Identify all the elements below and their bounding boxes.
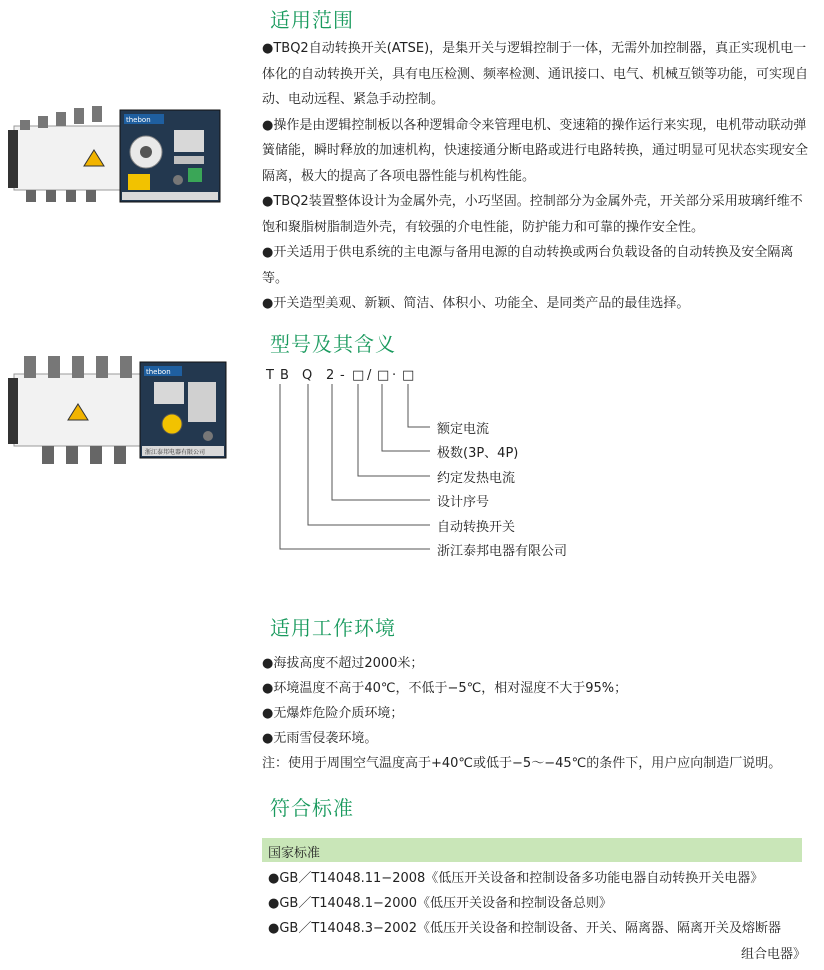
model-meaning-item: 额定电流 [437,422,490,437]
product-brand-label: thebon [126,116,151,124]
scope-paragraph: ●TBQ2装置整体设计为金属外壳，小巧坚固。控制部分为金属外壳，开关部分采用玻璃纤维不饱和聚脂树脂制造外壳，有较强的介电性能，防护能力和可靠的操作安全性。 [262,194,803,235]
product-brand-label-2: thebon [146,368,171,376]
model-code-char: - [340,368,345,383]
model-code-char: □ [352,368,365,383]
section-title-model: 型号及其含义 [270,332,396,356]
environment-item: ●海拔高度不超过2000米； [262,656,424,671]
scope-paragraph: ●操作是由逻辑控制板以各种逻辑命令来管理电机、变速箱的操作运行来实现，电机带动联动弹簧储能，瞬时释放的加速机构，快速接通分断电路或进行电路转换，通过明显可见状态实现安全隔离，极大的提高了各项电器性能与机构性能。 [262,117,809,184]
standard-item: ●GB／T14048.11−2008《低压开关设备和控制设备多功能电器自动转换开关电器》 [268,871,764,886]
model-code-char: T [266,368,274,383]
section-title-scope: 适用范围 [270,8,354,32]
scope-paragraph: ●开关造型美观、新颖、简洁、体积小、功能全、是同类产品的最佳选择。 [262,296,690,311]
environment-item: ●无爆炸危险介质环境； [262,706,404,721]
model-meaning-item: 设计序号 [437,495,490,510]
model-meaning-item: 浙江泰邦电器有限公司 [437,544,568,559]
model-meaning-item: 自动转换开关 [437,520,516,535]
national-standard-label: 国家标准 [268,846,321,861]
model-code-char: B [280,368,289,383]
product-maker-label: 浙江泰邦电器有限公司 [145,449,206,456]
model-code-char: □ [377,368,390,383]
scope-paragraph: ●开关适用于供电系统的主电源与备用电源的自动转换或两台负载设备的自动转换及安全隔离等。 [262,245,794,286]
environment-item: ●无雨雪侵袭环境。 [262,731,378,746]
environment-item: ●环境温度不高于40℃，不低于−5℃，相对湿度不大于95%； [262,681,628,696]
model-code-char: □ [402,368,415,383]
standard-item: ●GB／T14048.3−2002《低压开关设备和控制设备、开关、隔离器、隔离开关及熔断器 [268,921,782,936]
standard-item: ●GB／T14048.1−2000《低压开关设备和控制设备总则》 [268,896,613,911]
section-title-environment: 适用工作环境 [270,616,396,640]
environment-note: 注：使用于周围空气温度高于+40℃或低于−5～−45℃的条件下，用户应向制造厂说明。 [262,756,782,771]
model-meaning-item: 约定发热电流 [437,471,516,486]
model-code-char: / [367,368,372,383]
model-code-char: · [392,368,397,383]
model-code-char: Q [302,368,313,383]
scope-paragraph: ●TBQ2自动转换开关(ATSE)，是集开关与逻辑控制于一体，无需外加控制器，真正实现机电一体化的自动转换开关，具有电压检测、频率检测、通讯接口、电气、机械互锁等功能，可实现自动、电动远程、紧急手动控制。 [262,41,809,107]
standard-item-continuation: 组合电器》 [741,947,807,962]
model-code-char: 2 [326,368,335,383]
national-standard-bar [262,838,802,862]
section-title-standards: 符合标准 [270,796,354,820]
model-meaning-item: 极数(3P、4P) [437,446,519,461]
